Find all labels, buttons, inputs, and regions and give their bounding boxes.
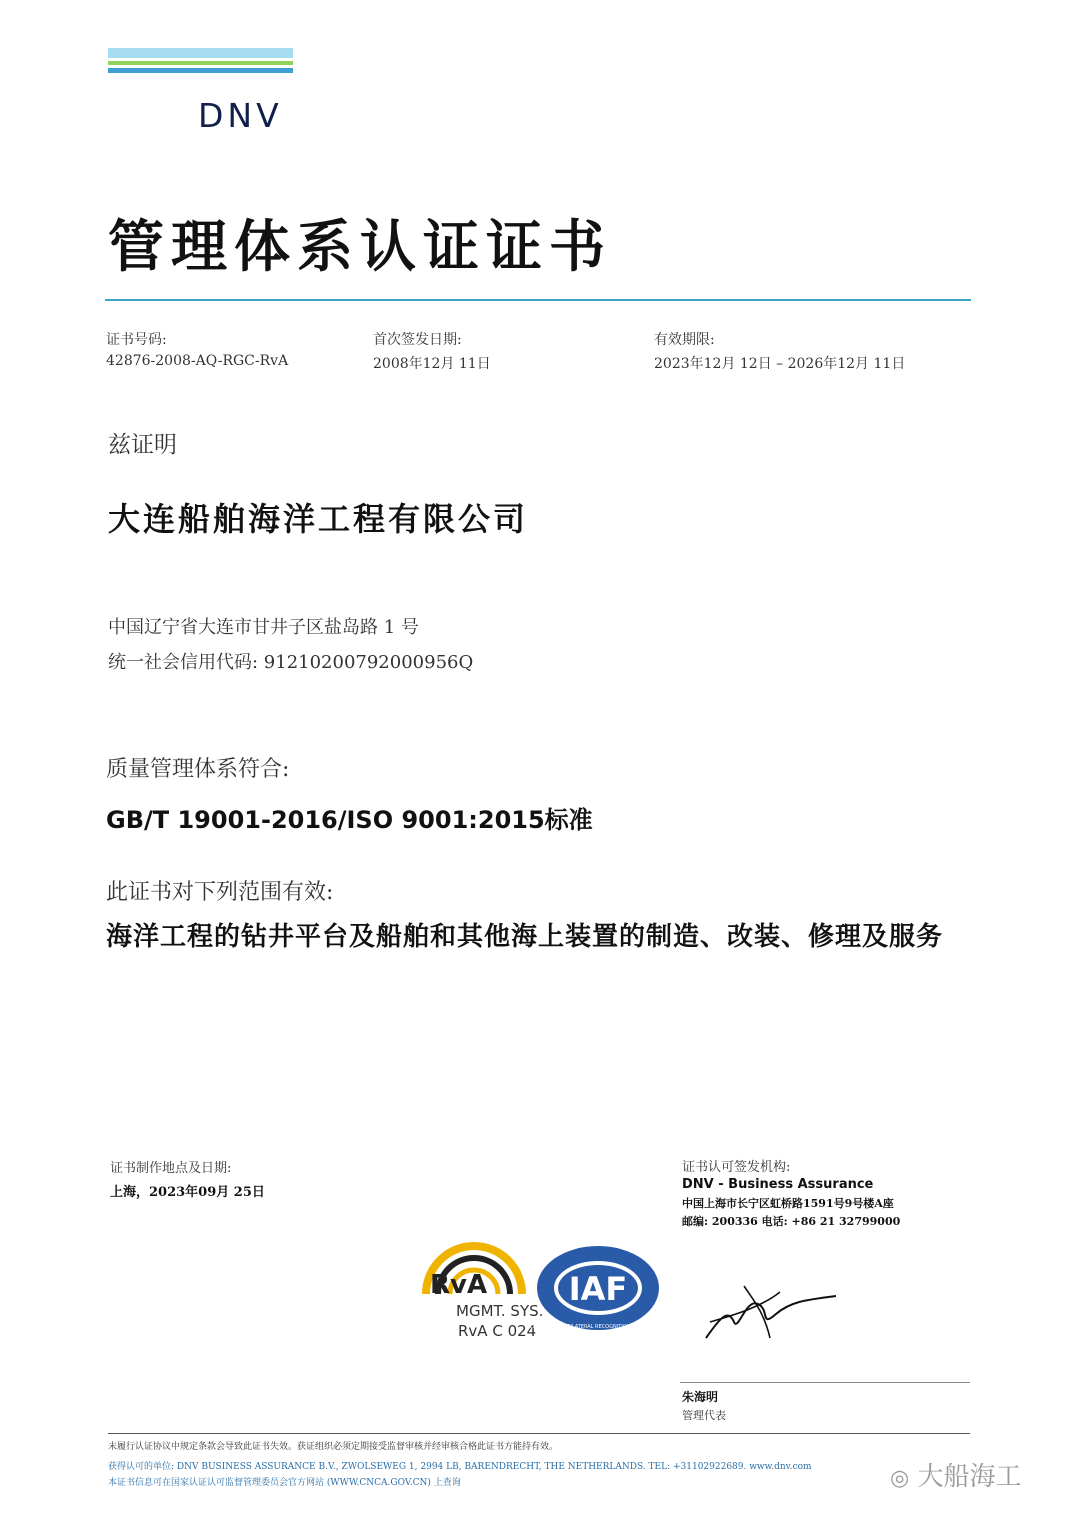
place-date: 上海，2023年09月 25日 xyxy=(110,1185,265,1200)
issuer-address: 中国上海市长宁区虹桥路1591号9号楼A座 xyxy=(682,1197,894,1210)
rva-line1: MGMT. SYS. xyxy=(456,1302,544,1320)
rva-line2: RvA C 024 xyxy=(458,1322,537,1340)
iaf-ring-text: MEMBER OF MULTILATERAL RECOGNITION ARRANGEMENT xyxy=(525,1324,671,1330)
signature-line xyxy=(680,1382,970,1383)
footer-line3: 本证书信息可在国家认证认可监督管理委员会官方网站 (WWW.CNCA.GOV.CN) 上查询 xyxy=(108,1478,461,1488)
scope-label: 此证书对下列范围有效: xyxy=(106,880,334,905)
company-name: 大连船舶海洋工程有限公司 xyxy=(108,500,529,538)
signatory-role: 管理代表 xyxy=(682,1409,726,1422)
certificate-title: 管理体系认证证书 xyxy=(108,214,612,280)
wechat-icon: ◎ xyxy=(890,1466,910,1491)
company-address: 中国辽宁省大连市甘井子区盐岛路 1 号 xyxy=(108,617,419,638)
issuer-contact: 邮编: 200336 电话: +86 21 32799000 xyxy=(682,1215,901,1228)
title-divider xyxy=(105,299,971,301)
logo-bar-green xyxy=(108,61,293,65)
standard-name: GB/T 19001-2016/ISO 9001:2015标准 xyxy=(106,806,593,834)
place-date-label: 证书制作地点及日期: xyxy=(110,1161,232,1176)
first-issue-label: 首次签发日期: xyxy=(373,332,462,348)
logo-bar-light-blue xyxy=(108,48,293,58)
iaf-text: IAF xyxy=(568,1270,628,1308)
dnv-logo-bars xyxy=(108,48,293,76)
credit-code: 统一社会信用代码: 91210200792000956Q xyxy=(108,652,474,673)
wechat-watermark xyxy=(890,1456,1021,1493)
rva-accreditation-logo xyxy=(418,1236,544,1344)
svg-text:RvA: RvA xyxy=(430,1270,488,1300)
attest-label: 兹证明 xyxy=(108,432,177,458)
dnv-logo-wordmark: DNV xyxy=(198,96,283,135)
logo-bar-blue xyxy=(108,68,293,73)
first-issue-date: 2008年12月 11日 xyxy=(373,356,491,372)
footer-line1: 未履行认证协议中规定条款会导致此证书失效。获证组织必须定期接受监督审核并经审核合格此证书方能持有效。 xyxy=(108,1442,559,1452)
system-label: 质量管理体系符合: xyxy=(106,757,290,782)
issuer-name: DNV - Business Assurance xyxy=(682,1177,874,1192)
scope-text: 海洋工程的钻井平台及船舶和其他海上装置的制造、改装、修理及服务 xyxy=(106,922,944,952)
footer-line2: 获得认可的单位: DNV BUSINESS ASSURANCE B.V., ZWOLSEWEG 1, 2994 LB, BARENDRECHT, THE NETHERLANDS. TEL: +31102922689. www.dnv.com xyxy=(108,1462,812,1472)
cert-number: 42876-2008-AQ-RGC-RvA xyxy=(106,353,289,369)
cert-number-label: 证书号码: xyxy=(106,332,167,348)
issuer-label: 证书认可签发机构: xyxy=(682,1160,791,1175)
iaf-mla-logo xyxy=(525,1244,671,1332)
validity-label: 有效期限: xyxy=(654,332,715,348)
watermark-text: 大船海工 xyxy=(917,1462,1022,1492)
validity-period: 2023年12月 12日 – 2026年12月 11日 xyxy=(654,356,906,372)
signature-mark xyxy=(700,1278,840,1348)
signatory-name: 朱海明 xyxy=(682,1390,719,1404)
footer-divider xyxy=(108,1433,970,1434)
